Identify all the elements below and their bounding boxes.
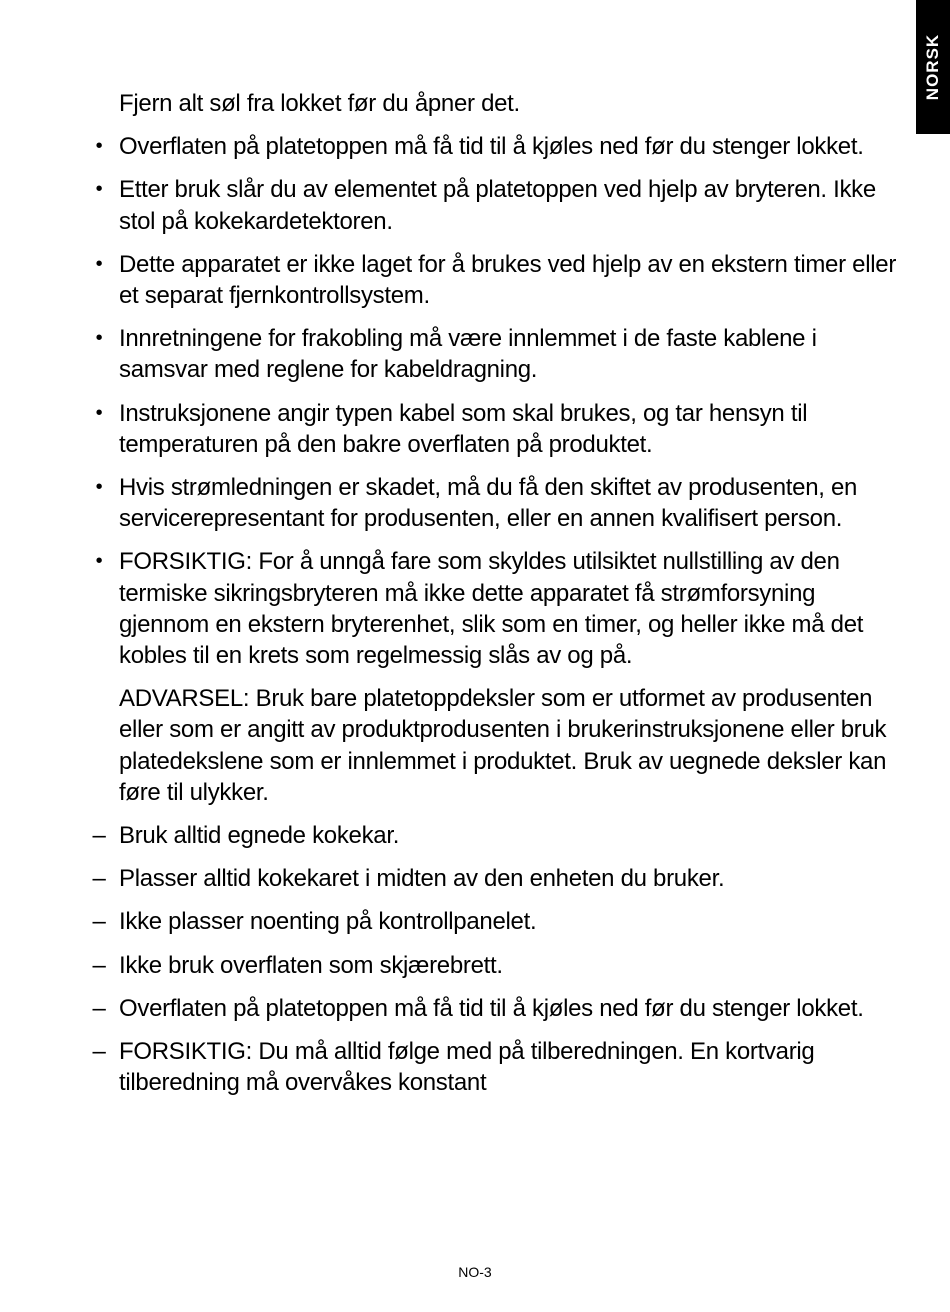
list-item [88,323,898,385]
list-item [88,398,898,460]
list-item-text: Overflaten på platetoppen må få tid til å kjøles ned før du stenger lokket. [119,133,864,161]
language-tab [916,0,950,134]
list-item [88,472,898,534]
list-item-text: FORSIKTIG: Du må alltid følge med på tilberedningen. En kortvarig tilberedning må overvåkes konstant [119,1038,815,1097]
dash-icon: – [92,865,106,893]
list-item [88,1036,898,1098]
language-tab-label: NORSK [923,33,942,101]
bullet-icon: • [95,178,103,201]
dash-icon: – [92,822,106,850]
list-item-text: Bruk alltid egnede kokekar. [119,822,400,850]
list-item [88,906,898,937]
dash-icon: – [92,908,106,936]
list-item-text: Innretningene for frakobling må være innlemmet i de faste kablene i samsvar med reglene for kabeldragning. [119,325,817,384]
list-item [88,131,898,162]
list-item [88,174,898,236]
list-item [88,683,898,808]
list-item-text: ADVARSEL: Bruk bare platetoppdeksler som er utformet av produsenten eller som er angitt av produktprodusenten i brukerinstruksjonene eller bruk platedekslene som er innlemmet i produktet. Bruk av uegnede deksler kan føre til ulykker. [119,685,887,806]
bullet-icon: • [95,135,103,158]
list-item [88,546,898,671]
list-item-text: Plasser alltid kokekaret i midten av den enheten du bruker. [119,865,725,893]
list-item-text: Instruksjonene angir typen kabel som skal brukes, og tar hensyn til temperaturen på den bakre overflaten på produktet. [119,399,808,458]
bullet-icon: • [95,550,103,573]
list-item [88,88,898,119]
bullet-icon: • [95,476,103,499]
list-item-text: Hvis strømledningen er skadet, må du få den skiftet av produsenten, en servicerepresentant for produsenten, eller en annen kvalifisert person. [119,474,858,533]
bullet-icon: • [95,327,103,350]
list-item [88,993,898,1024]
dash-icon: – [92,994,106,1022]
bullet-icon: • [95,401,103,424]
list-item-text: Ikke plasser noenting på kontrollpanelet. [119,908,537,936]
list-item-text: Etter bruk slår du av elementet på platetoppen ved hjelp av bryteren. Ikke stol på kokekardetektoren. [119,176,876,235]
list-item [88,820,898,851]
list-item-text: Ikke bruk overflaten som skjærebrett. [119,951,503,979]
list-item-text: Overflaten på platetoppen må få tid til å kjøles ned før du stenger lokket. [119,994,864,1022]
page-number: NO-3 [458,1264,492,1280]
list-item-text: Fjern alt søl fra lokket før du åpner det. [119,90,520,117]
safety-instructions-list [88,88,898,1110]
list-item-text: Dette apparatet er ikke laget for å brukes ved hjelp av en ekstern timer eller et separat fjernkontrollsystem. [119,250,897,310]
dash-icon: – [92,951,106,979]
list-item [88,950,898,981]
dash-icon: – [92,1038,106,1066]
bullet-icon: • [95,252,103,275]
list-item-text: FORSIKTIG: For å unngå fare som skyldes utilsiktet nullstilling av den termiske sikringsbryteren må ikke dette apparatet få strømforsyning gjennom en ekstern bryterenhet, slik som en timer, og heller ikke må det kobles til en krets som regelmessig slås av og på. [119,548,864,670]
list-item [88,863,898,894]
list-item [88,249,898,311]
